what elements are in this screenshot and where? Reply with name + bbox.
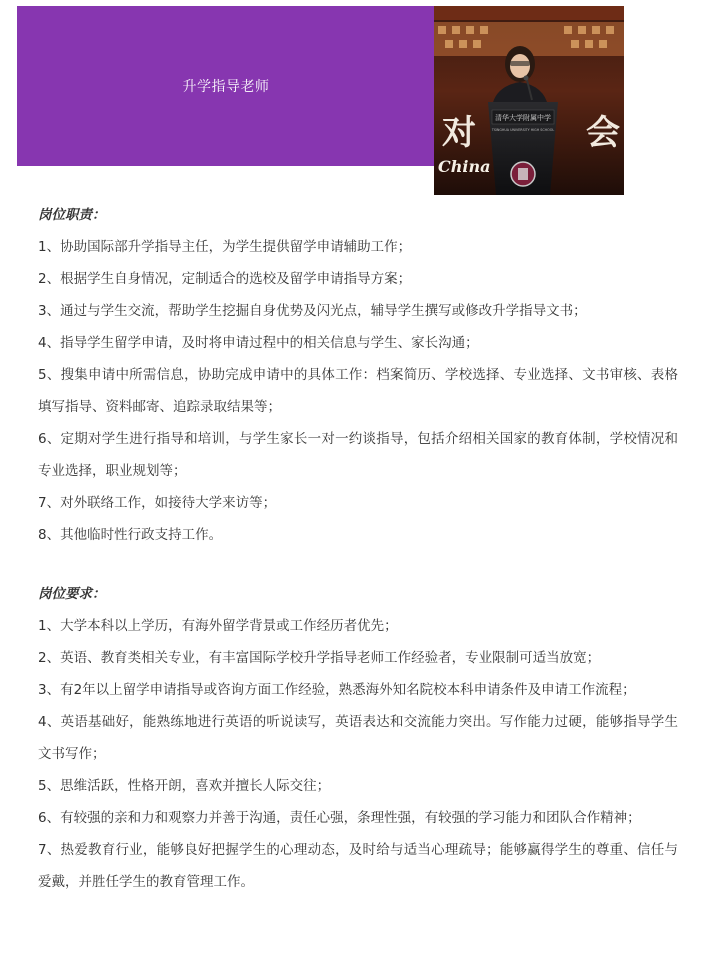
section-heading: 岗位职责： [38, 207, 106, 223]
list-item: 1、大学本科以上学历，有海外留学背景或工作经历者优先； [38, 618, 398, 634]
title-banner [17, 6, 435, 166]
list-item: 6、定期对学生进行指导和培训，与学生家长一对一约谈指导，包括介绍相关国家的教育体制，学校情况和专业选择，职业规划等； [38, 431, 678, 479]
list-item: 3、通过与学生交流，帮助学生挖掘自身优势及闪光点，辅导学生撰写或修改升学指导文书； [38, 303, 587, 319]
list-item: 7、热爱教育行业，能够良好把握学生的心理动态，及时给与适当心理疏导；能够赢得学生的尊重、信任与爱戴，并胜任学生的教育管理工作。 [38, 842, 678, 890]
backdrop-text: China [438, 157, 491, 176]
list-item: 5、搜集申请中所需信息，协助完成申请中的具体工作：档案简历、学校选择、专业选择、文书审核、表格填写指导、资料邮寄、追踪录取结果等； [38, 367, 678, 415]
list-item: 2、根据学生自身情况，定制适合的选校及留学申请指导方案； [38, 271, 412, 287]
banner-title: 升学指导老师 [182, 79, 270, 95]
list-item: 6、有较强的亲和力和观察力并善于沟通，责任心强，条理性强，有较强的学习能力和团队合作精神； [38, 810, 641, 826]
list-item: 1、协助国际部升学指导主任，为学生提供留学申请辅助工作； [38, 239, 412, 255]
photo-illustration [434, 6, 624, 195]
podium-subtext: TSINGHUA UNIVERSITY HIGH SCHOOL [491, 128, 555, 132]
job-description [38, 205, 678, 898]
svg-text:对: 对 [442, 113, 476, 153]
podium-text: 清华大学附属中学 [495, 114, 551, 122]
list-item: 2、英语、教育类相关专业，有丰富国际学校升学指导老师工作经验者，专业限制可适当放宽； [38, 650, 601, 666]
svg-text:会: 会 [586, 113, 620, 153]
speaker-at-podium-photo [434, 6, 624, 195]
list-item: 4、英语基础好，能熟练地进行英语的听说读写，英语表达和交流能力突出。写作能力过硬，能够指导学生文书写作； [38, 714, 678, 762]
list-item: 4、指导学生留学申请，及时将申请过程中的相关信息与学生、家长沟通； [38, 335, 479, 351]
section-responsibilities [38, 205, 678, 551]
list-item: 5、思维活跃，性格开朗，喜欢并擅长人际交往； [38, 778, 331, 794]
list-item: 8、其他临时性行政支持工作。 [38, 527, 223, 543]
section-requirements [38, 584, 678, 898]
list-item: 7、对外联络工作，如接待大学来访等； [38, 495, 277, 511]
list-item: 3、有2年以上留学申请指导或咨询方面工作经验，熟悉海外知名院校本科申请条件及申请工作流程； [38, 682, 636, 698]
section-heading: 岗位要求： [38, 586, 106, 602]
